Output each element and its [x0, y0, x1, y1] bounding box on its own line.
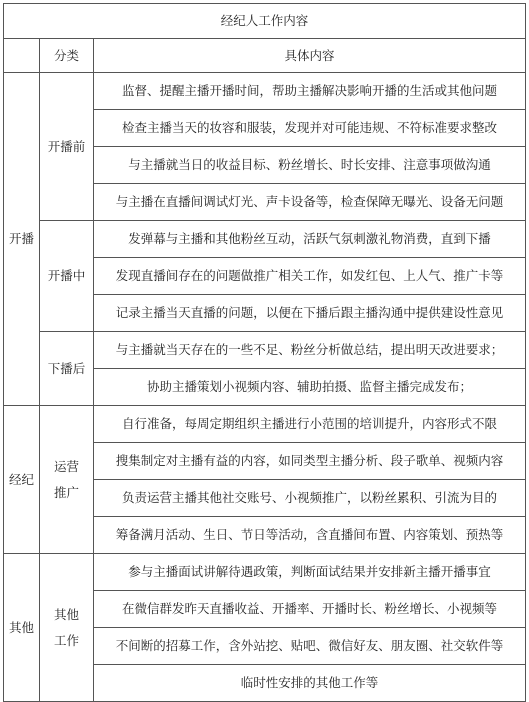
category-cell-kaibo: 开播: [4, 73, 40, 406]
content-cell: 协助主播策划小视频内容、辅助拍摄、监督主播完成发布；: [94, 369, 526, 406]
subcategory-cell-operation: [40, 406, 94, 554]
content-cell: 与主播在直播间调试灯光、声卡设备等，检查保障无曝光、设备无问题: [94, 184, 526, 221]
content-cell: 记录主播当天直播的问题，以便在下播后跟主播沟通中提供建设性意见: [94, 295, 526, 332]
header-category: [4, 39, 40, 73]
subcategory-cell-before: 开播前: [40, 73, 94, 221]
subcategory-label-line1: 其他: [53, 606, 79, 622]
content-cell: 发现直播间存在的问题做推广相关工作，如发红包、上人气、推广卡等: [94, 258, 526, 295]
table-title-row: [4, 4, 526, 39]
subcategory-label-line2: 推广: [53, 484, 79, 500]
subcategory-label-line2: 工作: [53, 632, 79, 648]
table-row: [4, 73, 526, 110]
content-cell: 负责运营主播其他社交账号、小视频推广，以粉丝累积、引流为目的: [94, 480, 526, 517]
table-header-row: [4, 39, 526, 73]
content-cell: 检查主播当天的妆容和服装，发现并对可能违规、不符标准要求整改: [94, 110, 526, 147]
table-row: [4, 332, 526, 369]
work-content-table: [3, 3, 526, 702]
subcategory-label-line1: 运营: [53, 458, 79, 474]
category-cell-jingji: 经纪: [4, 406, 40, 554]
content-cell: 发弹幕与主播和其他粉丝互动，活跃气氛刺激礼物消费，直到下播: [94, 221, 526, 258]
content-cell: 监督、提醒主播开播时间，帮助主播解决影响开播的生活或其他问题: [94, 73, 526, 110]
content-cell: 搜集制定对主播有益的内容，如同类型主播分析、段子歌单、视频内容: [94, 443, 526, 480]
content-cell: 自行准备，每周定期组织主播进行小范围的培训提升，内容形式不限: [94, 406, 526, 443]
content-cell: 不间断的招募工作，含外站挖、贴吧、微信好友、朋友圈、社交软件等: [94, 628, 526, 665]
subcategory-cell-during: 开播中: [40, 221, 94, 332]
content-cell: 参与主播面试讲解待遇政策，判断面试结果并安排新主播开播事宜: [94, 554, 526, 591]
content-cell: 与主播就当天存在的一些不足、粉丝分析做总结，提出明天改进要求；: [94, 332, 526, 369]
work-content-table-wrapper: [3, 3, 525, 696]
table-row: [4, 554, 526, 591]
content-cell: 筹备满月活动、生日、节日等活动，含直播间布置、内容策划、预热等: [94, 517, 526, 554]
header-subcategory: 分类: [40, 39, 94, 73]
header-content: 具体内容: [94, 39, 526, 73]
subcategory-cell-after: 下播后: [40, 332, 94, 406]
content-cell: 与主播就当日的收益目标、粉丝增长、时长安排、注意事项做沟通: [94, 147, 526, 184]
content-cell: 临时性安排的其他工作等: [94, 665, 526, 702]
table-row: [4, 406, 526, 443]
content-cell: 在微信群发昨天直播收益、开播率、开播时长、粉丝增长、小视频等: [94, 591, 526, 628]
category-cell-other: 其他: [4, 554, 40, 702]
table-title: 经纪人工作内容: [4, 4, 526, 39]
subcategory-cell-other-work: [40, 554, 94, 702]
table-row: [4, 221, 526, 258]
